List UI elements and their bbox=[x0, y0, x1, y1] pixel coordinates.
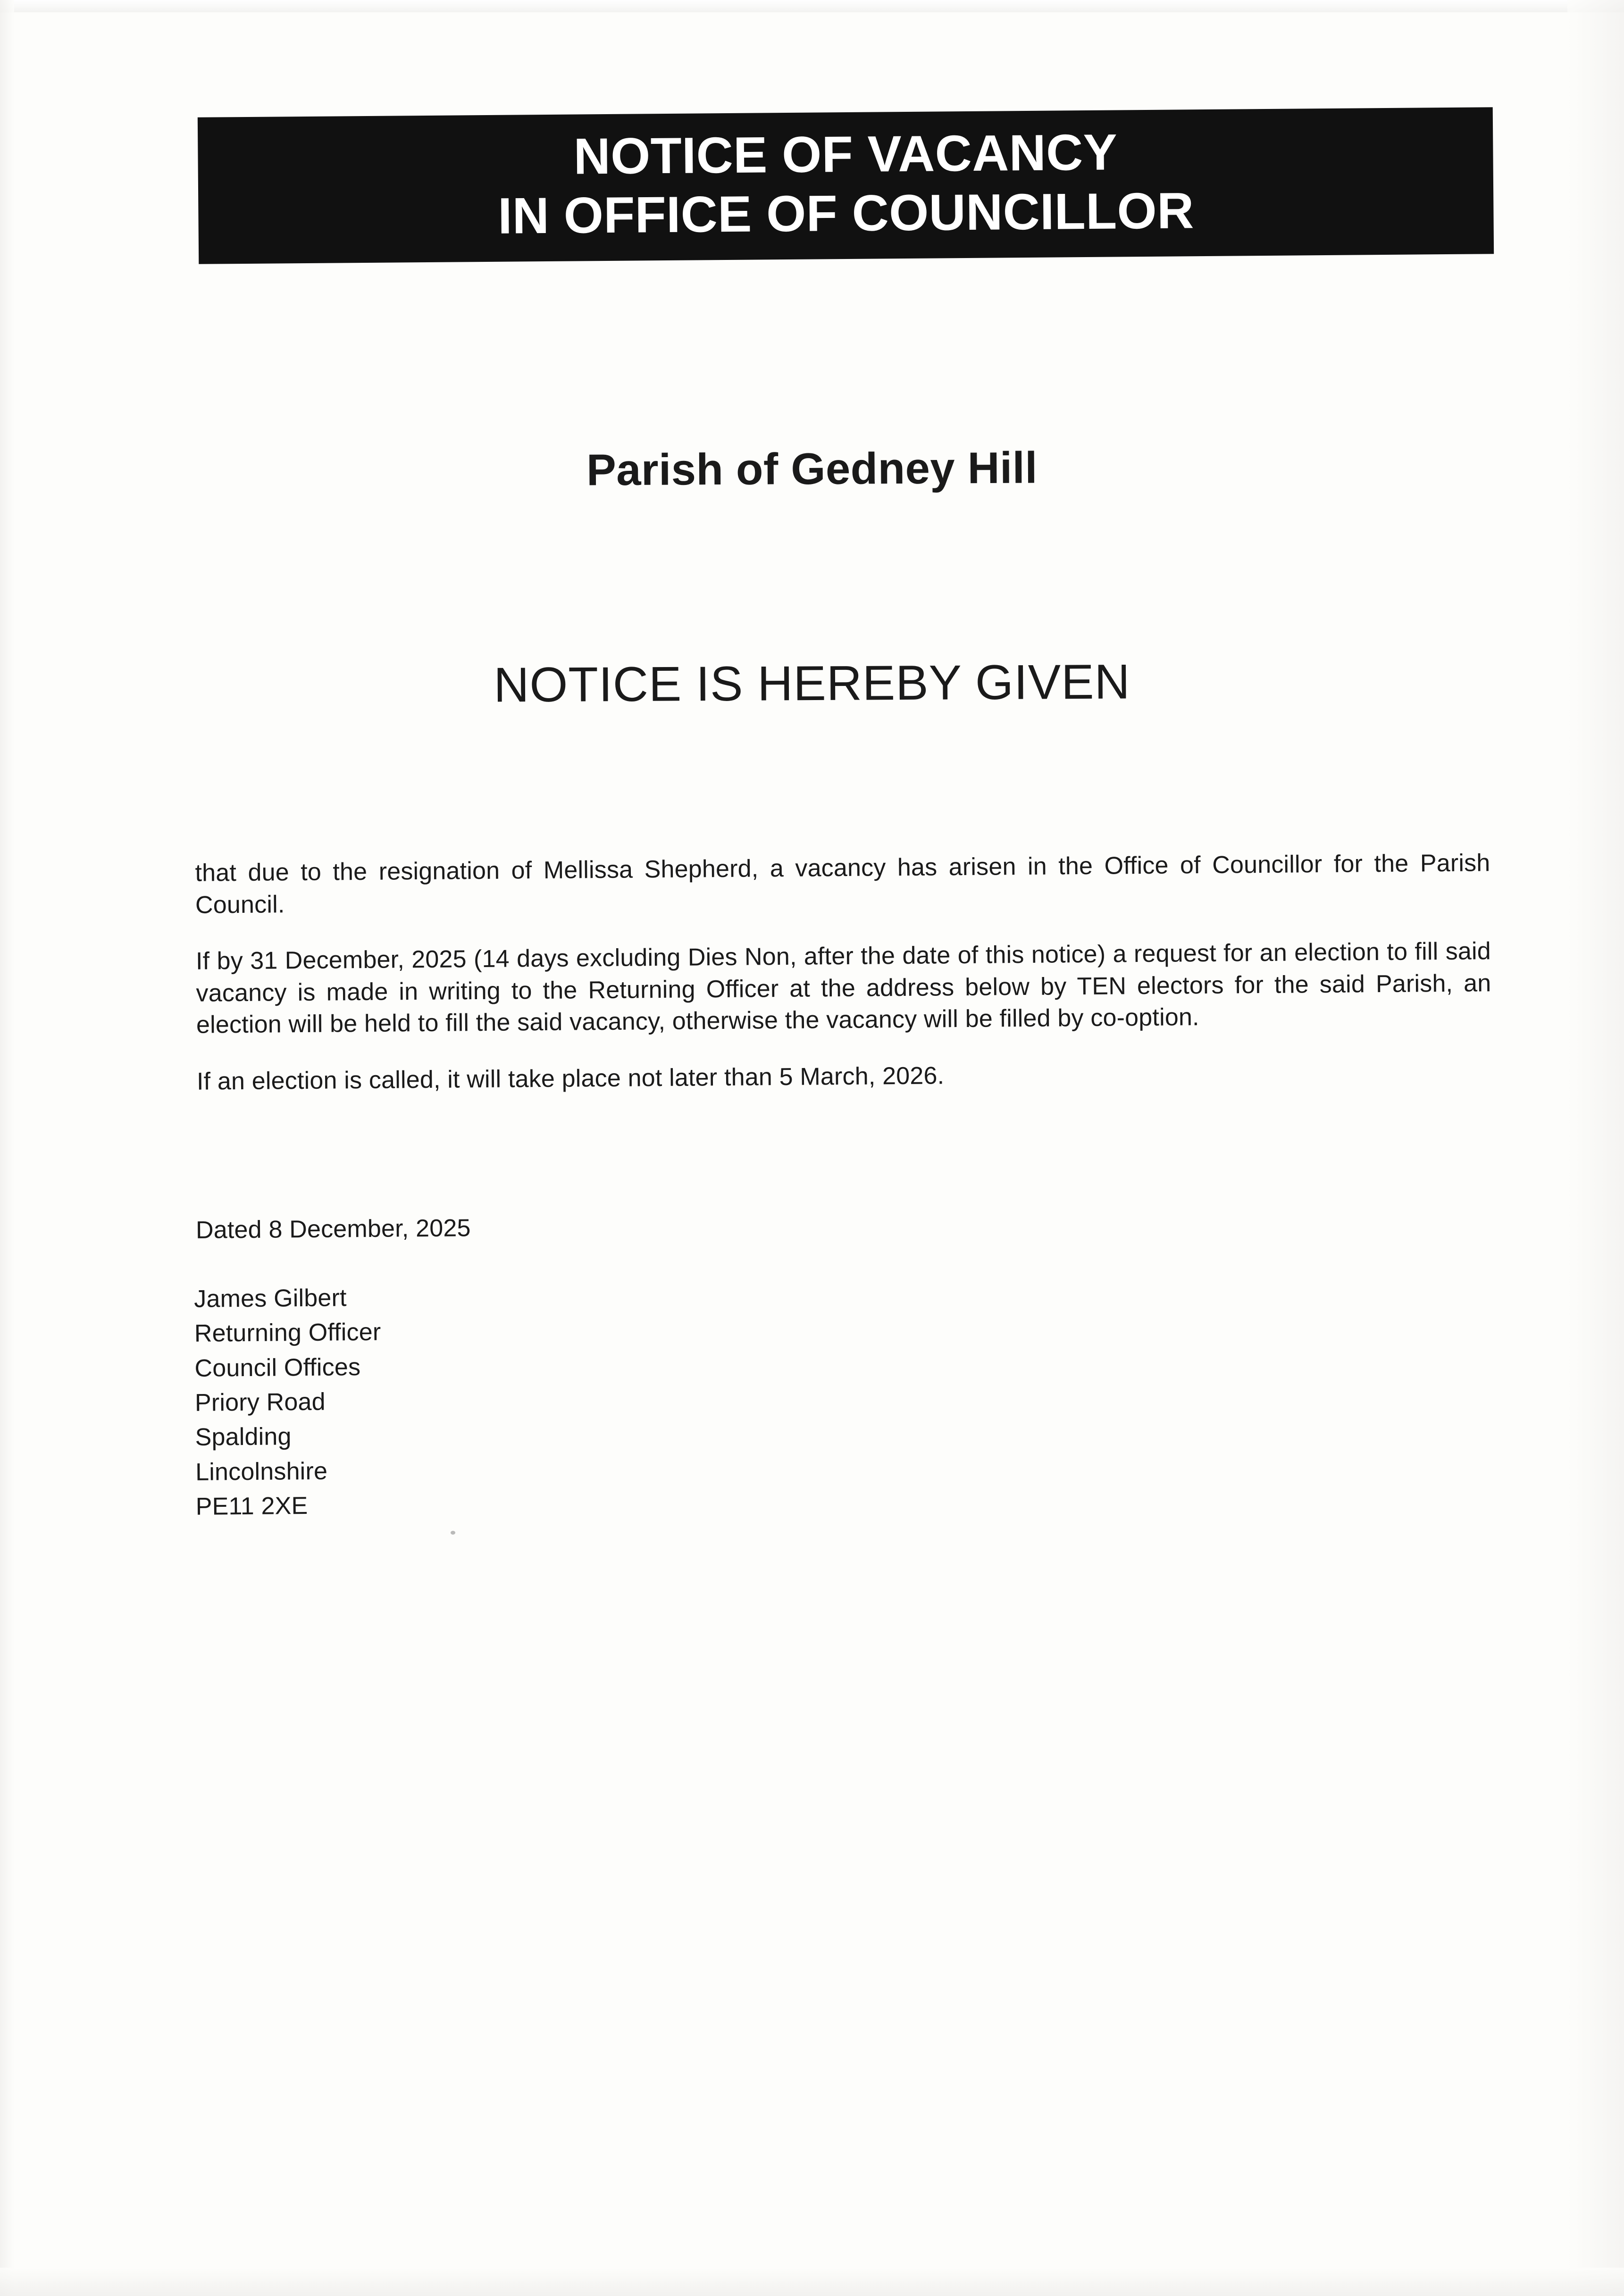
notice-body bbox=[195, 823, 1492, 1098]
banner-line-2: IN OFFICE OF COUNCILLOR bbox=[497, 182, 1195, 245]
scan-speck bbox=[451, 1531, 455, 1535]
signatory-block bbox=[194, 1275, 1139, 1524]
signatory-name: James Gilbert bbox=[194, 1284, 347, 1313]
paragraph-resignation: that due to the resignation of Mellissa Shepherd, a vacancy has arisen in the Office of Councillor for the Parish Council. bbox=[195, 849, 1490, 919]
dated-line: Dated 8 December, 2025 bbox=[195, 1214, 471, 1244]
signatory-role: Returning Officer bbox=[194, 1319, 381, 1348]
address-line-1: Council Offices bbox=[194, 1353, 361, 1382]
address-line-3: Spalding bbox=[195, 1423, 292, 1452]
paragraph-election-date: If an election is called, it will take place not later than 5 March, 2026. bbox=[196, 1062, 945, 1095]
address-line-4: Lincolnshire bbox=[195, 1457, 328, 1486]
address-line-2: Priory Road bbox=[194, 1388, 326, 1417]
notice-banner bbox=[198, 107, 1494, 264]
banner-line-1: NOTICE OF VACANCY bbox=[573, 123, 1118, 185]
notice-heading: NOTICE IS HEREBY GIVEN bbox=[494, 654, 1130, 713]
address-postcode: PE11 2XE bbox=[195, 1492, 308, 1520]
parish-title: Parish of Gedney Hill bbox=[586, 443, 1038, 495]
paragraph-election-request: If by 31 December, 2025 (14 days excluding Dies Non, after the date of this notice) a request for an election to fill said vacancy is made in writing to the Returning Officer at the address below by TEN electors for the said Parish, an election will be held to fill the said vacancy, otherwise the vacancy will be filled by co-option. bbox=[195, 937, 1491, 1039]
